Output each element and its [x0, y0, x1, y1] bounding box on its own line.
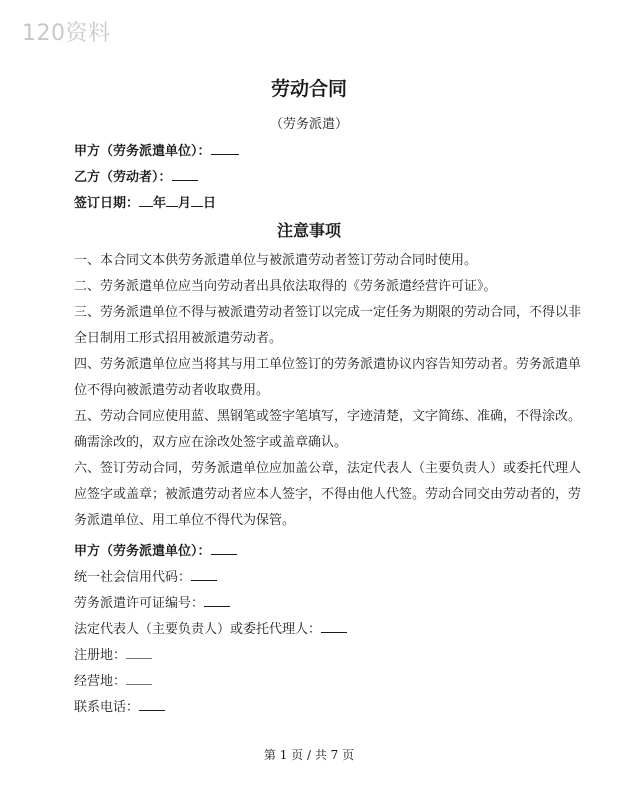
document-subtitle: （劳务派遣）: [269, 117, 348, 132]
sign-date-field: [74, 192, 216, 211]
notice-line: 二、劳务派遣单位应当向劳动者出具依法取得的《劳务派遣经营许可证》。: [74, 279, 497, 294]
sign-date-label: 签订日期：: [74, 196, 140, 211]
legal-rep-blank: [321, 620, 347, 633]
notice-item-6: [74, 456, 582, 534]
reg-address-field: [74, 644, 152, 663]
day-label: 日: [203, 196, 217, 211]
notice-line: 三、劳务派遣单位不得与被派遣劳动者签订以完成一定任务为期限的劳动合同，不得以非: [74, 305, 582, 320]
month-blank: [166, 194, 178, 207]
party-a-heading: 甲方（劳务派遣单位）：: [74, 544, 211, 559]
notice-item-1: [74, 248, 552, 274]
notice-line: 应签字或盖章；被派遣劳动者应本人签字，不得由他人代签。劳动合同交由劳动者的，劳: [74, 487, 582, 502]
party-b-blank: [172, 168, 198, 181]
notice-title: 注意事项: [276, 221, 341, 240]
party-a-blank: [211, 142, 239, 155]
party-b-label: 乙方（劳动者）：: [74, 170, 172, 185]
year-blank: [139, 194, 153, 207]
reg-address-label: 注册地：: [74, 648, 127, 663]
notice-line: 务派遣单位、用工单位不得代为保管。: [74, 513, 296, 528]
license-no-blank: [204, 594, 230, 607]
party-a-field: [74, 140, 239, 159]
notice-line: 全日制用工形式招用被派遣劳动者。: [74, 331, 283, 346]
phone-blank: [139, 698, 165, 711]
year-label: 年: [153, 196, 167, 211]
notice-item-2: [74, 274, 552, 300]
notice-line: 五、劳动合同应使用蓝、黑钢笔或签字笔填写，字迹清楚，文字简练、准确，不得涂改。: [74, 409, 582, 424]
watermark-logo: 120资料: [22, 21, 111, 46]
party-a-label: 甲方（劳务派遣单位）：: [74, 144, 211, 159]
notice-line: 确需涂改的，双方应在涂改处签字或盖章确认。: [74, 435, 348, 450]
page-footer: 第 1 页 / 共 7 页: [263, 748, 355, 762]
legal-rep-field: [74, 618, 347, 637]
notice-line: 一、本合同文本供劳务派遣单位与被派遣劳动者签订劳动合同时使用。: [74, 253, 478, 268]
reg-address-blank: [126, 646, 152, 659]
month-label: 月: [178, 196, 192, 211]
credit-code-field: [74, 566, 217, 585]
notice-item-3: [74, 300, 582, 352]
phone-field: [74, 696, 165, 715]
party-a-heading-blank: [211, 542, 237, 555]
notice-item-4: [74, 352, 582, 404]
notice-line: 位不得向被派遣劳动者收取费用。: [74, 383, 270, 398]
biz-address-label: 经营地：: [74, 674, 127, 689]
credit-code-blank: [191, 568, 217, 581]
notice-line: 六、签订劳动合同，劳务派遣单位应加盖公章，法定代表人（主要负责人）或委托代理人: [74, 461, 582, 476]
license-no-field: [74, 592, 230, 611]
document-title: 劳动合同: [270, 78, 347, 100]
legal-rep-label: 法定代表人（主要负责人）或委托代理人：: [74, 622, 322, 637]
biz-address-blank: [126, 672, 152, 685]
biz-address-field: [74, 670, 152, 689]
notice-line: 四、劳务派遣单位应当将其与用工单位签订的劳务派遣协议内容告知劳动者。劳务派遣单: [74, 357, 582, 372]
credit-code-label: 统一社会信用代码：: [74, 570, 192, 585]
license-no-label: 劳务派遣许可证编号：: [74, 596, 205, 611]
phone-label: 联系电话：: [74, 700, 140, 715]
party-a-heading-field: [74, 540, 237, 559]
notice-item-5: [74, 404, 582, 456]
party-b-field: [74, 166, 198, 185]
day-blank: [191, 194, 203, 207]
